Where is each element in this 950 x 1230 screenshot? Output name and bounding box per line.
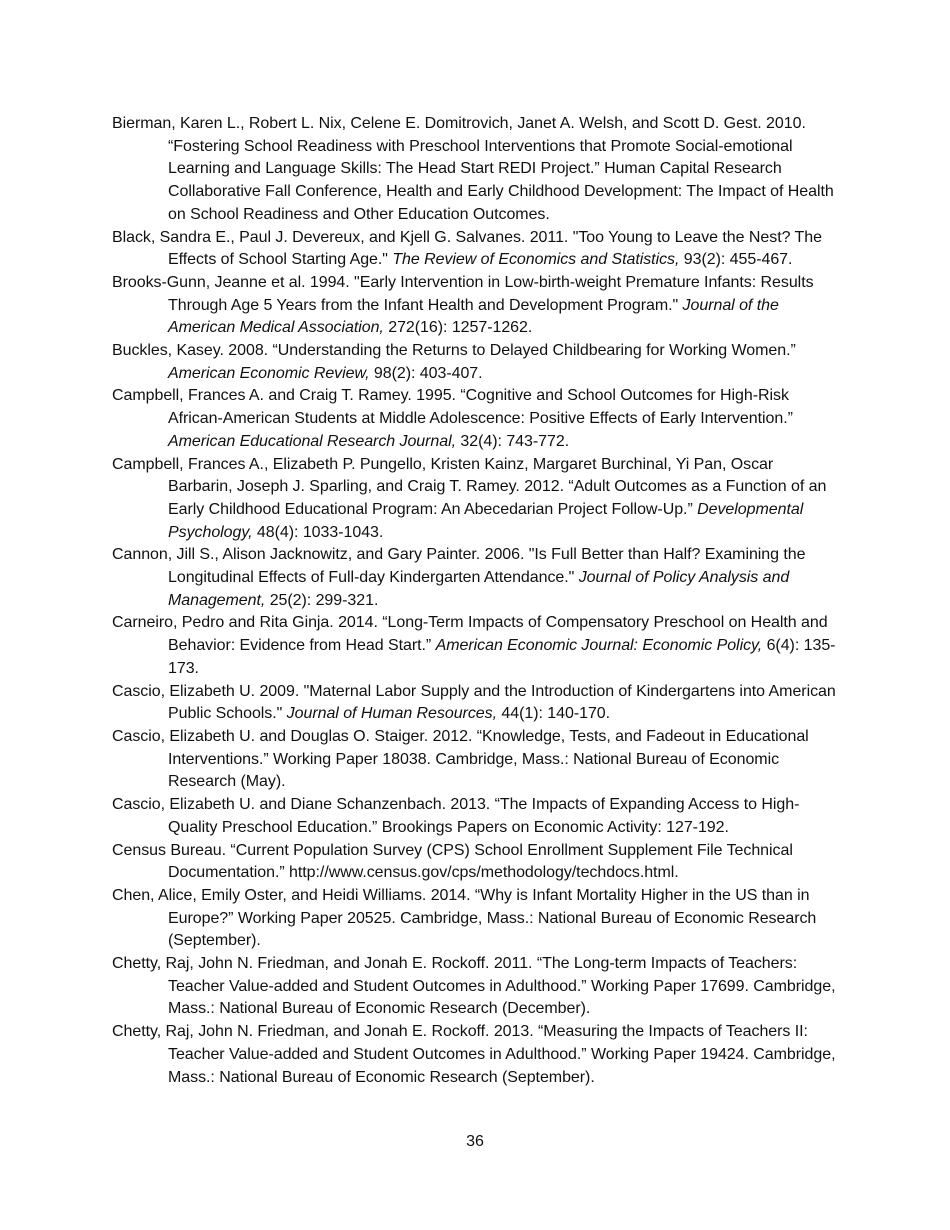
reference-text: Chetty, Raj, John N. Friedman, and Jonah E. Rockoff. 2013. “Measuring the Impacts of Teachers II: Teacher Value-added and Student Outcomes in Adulthood.” Working Paper 19424. Cambridge, Mass.: National Bureau of Economic Research (September). [112, 1023, 836, 1086]
reference-citation: 98(2): 403-407. [369, 364, 483, 382]
journal-title: American Economic Journal: Economic Policy, [435, 637, 763, 655]
reference-text: Cannon, Jill S., Alison Jacknowitz, and Gary Painter. 2006. "Is Full Better than Half? Examining the Longitudinal Effects of Full-day Kindergarten Attendance." [112, 546, 806, 587]
reference-entry [112, 840, 840, 885]
page-number: 36 [466, 1133, 484, 1150]
reference-text: Bierman, Karen L., Robert L. Nix, Celene E. Domitrovich, Janet A. Welsh, and Scott D. Gest. 2010. “Fostering School Readiness with Preschool Interventions that Promote Social-emotional Learning and Language Skills: The Head Start REDI Project.” Human Capital Research Collaborative Fall Conference, Health and Early Childhood Development: The Impact of Health on School Readiness and Other Education Outcomes. [112, 115, 834, 223]
reference-text: Cascio, Elizabeth U. 2009. "Maternal Labor Supply and the Introduction of Kindergartens into American Public Schools." [112, 682, 836, 723]
reference-list [112, 113, 840, 1089]
reference-text: Campbell, Frances A., Elizabeth P. Pungello, Kristen Kainz, Margaret Burchinal, Yi Pan, Oscar Barbarin, Joseph J. Sparling, and Craig T. Ramey. 2012. “Adult Outcomes as a Function of an Early Childhood Educational Program: An Abecedarian Project Follow-Up.” [112, 455, 827, 518]
reference-entry [112, 340, 840, 385]
journal-title: Developmental Psychology, [168, 500, 804, 541]
reference-entry [112, 612, 840, 680]
journal-title: American Economic Review, [168, 364, 370, 382]
journal-title: Journal of Human Resources, [286, 705, 497, 723]
reference-text: Census Bureau. “Current Population Survey (CPS) School Enrollment Supplement File Technical Documentation.” http://www.census.gov/cps/methodology/techdocs.html. [112, 841, 793, 882]
reference-citation: 93(2): 455-467. [679, 251, 793, 269]
reference-entry [112, 385, 840, 453]
journal-title: The Review of Economics and Statistics, [392, 251, 680, 269]
reference-text: Chetty, Raj, John N. Friedman, and Jonah E. Rockoff. 2011. “The Long-term Impacts of Teachers: Teacher Value-added and Student Outcomes in Adulthood.” Working Paper 17699. Cambridge, Mass.: National Bureau of Economic Research (December). [112, 955, 836, 1018]
reference-entry [112, 113, 840, 227]
reference-text: Campbell, Frances A. and Craig T. Ramey. 1995. “Cognitive and School Outcomes for High-Risk African-American Students at Middle Adolescence: Positive Effects of Early Intervention.” [112, 387, 793, 428]
reference-text: Chen, Alice, Emily Oster, and Heidi Williams. 2014. “Why is Infant Mortality Higher in the US than in Europe?” Working Paper 20525. Cambridge, Mass.: National Bureau of Economic Research (September). [112, 886, 817, 950]
reference-text: Black, Sandra E., Paul J. Devereux, and Kjell G. Salvanes. 2011. "Too Young to Leave the Nest? The Effects of School Starting Age." [112, 228, 822, 269]
reference-text: Carneiro, Pedro and Rita Ginja. 2014. “Long-Term Impacts of Compensatory Preschool on Health and Behavior: Evidence from Head Start.” [112, 614, 828, 655]
reference-text: Brooks-Gunn, Jeanne et al. 1994. "Early Intervention in Low-birth-weight Premature Infants: Results Through Age 5 Years from the Infant Health and Development Program." [112, 273, 814, 314]
reference-text: Buckles, Kasey. 2008. “Understanding the Returns to Delayed Childbearing for Working Women.” [112, 342, 796, 360]
reference-entry [112, 272, 840, 340]
reference-entry [112, 953, 840, 1021]
reference-text: Cascio, Elizabeth U. and Douglas O. Staiger. 2012. “Knowledge, Tests, and Fadeout in Educational Interventions.” Working Paper 18038. Cambridge, Mass.: National Bureau of Economic Research (May). [112, 727, 809, 791]
reference-entry [112, 454, 840, 545]
reference-citation: 272(16): 1257-1262. [383, 319, 533, 337]
reference-entry [112, 681, 840, 726]
reference-entry [112, 227, 840, 272]
reference-citation: 6(4): 135-173. [168, 637, 836, 677]
journal-title: Journal of the American Medical Association, [168, 296, 779, 337]
reference-entry [112, 726, 840, 794]
reference-citation: 44(1): 140-170. [496, 705, 611, 723]
reference-entry [112, 885, 840, 953]
reference-entry [112, 544, 840, 612]
reference-citation: 25(2): 299-321. [265, 591, 379, 609]
journal-title: American Educational Research Journal, [168, 432, 457, 450]
reference-citation: 48(4): 1033-1043. [252, 523, 384, 541]
reference-entry [112, 1021, 840, 1089]
reference-entry [112, 794, 840, 839]
reference-citation: 32(4): 743-772. [456, 432, 570, 450]
reference-text: Cascio, Elizabeth U. and Diane Schanzenbach. 2013. “The Impacts of Expanding Access to High-Quality Preschool Education.” Brookings Papers on Economic Activity: 127-192. [112, 796, 800, 836]
journal-title: Journal of Policy Analysis and Management, [168, 569, 790, 609]
